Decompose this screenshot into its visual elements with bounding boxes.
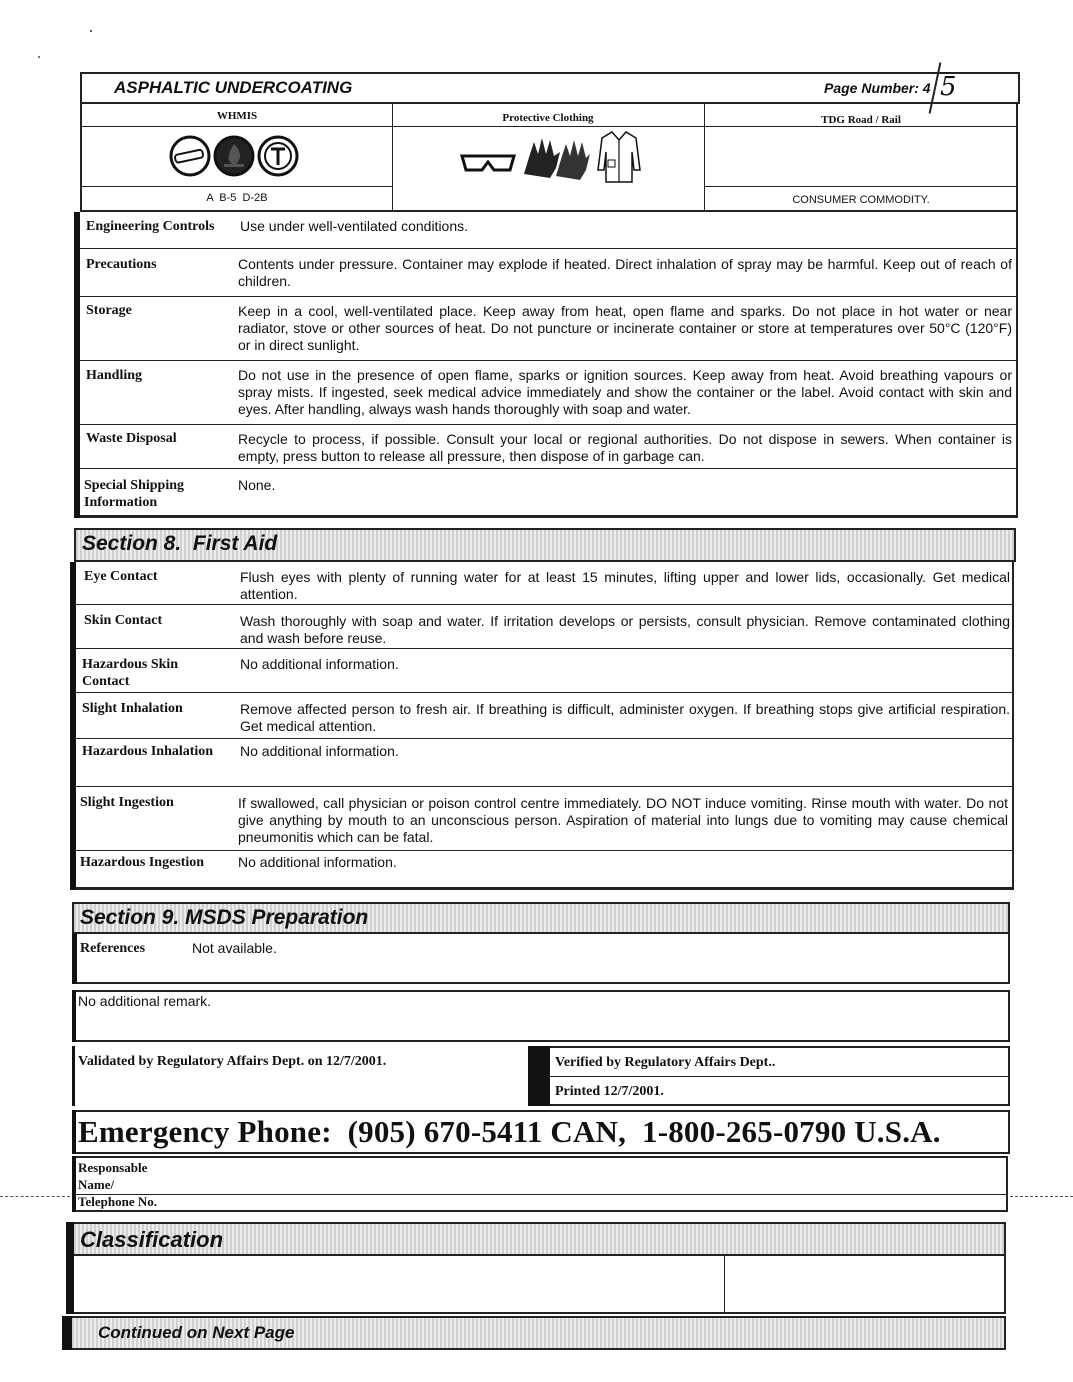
responsible-box [72, 1156, 1008, 1212]
hazardous-skin-contact-text: No additional information. [240, 656, 399, 672]
emergency-phone: Emergency Phone: (905) 670-5411 CAN, 1-800-265-0790 U.S.A. [78, 1114, 941, 1149]
responsible-label-1: Responsable [78, 1160, 148, 1175]
hazardous-ingestion-text: No additional information. [238, 854, 397, 870]
responsible-label-3: Telephone No. [78, 1194, 157, 1209]
special-shipping-text: None. [238, 477, 276, 493]
product-name: ASPHALTIC UNDERCOATING [114, 78, 353, 97]
hazardous-inhalation-label: Hazardous Inhalation [82, 744, 214, 759]
handling-label: Handling [86, 368, 143, 383]
references-value: Not available. [192, 940, 277, 956]
slight-ingestion-text: If swallowed, call physician or poison control centre immediately. DO NOT induce vomiting. Rinse mouth with water. Do not give anything by mouth to an unconscious person. Aspiration of material into lungs due to vomiting may cause chemical pneumonitis which can be fatal. [238, 795, 1008, 845]
continued-footer [66, 1316, 1006, 1350]
responsible-label-2: Name/ [78, 1177, 115, 1192]
storage-text: Keep in a cool, well-ventilated place. Keep away from heat, open flame and sparks. Do not place in hot water or near radiator, stove or other sources of heat. Do not puncture or incinerate container or store at temperatures over 50°C (120°F) or in direct sunlight. [238, 303, 1012, 353]
remark-box [72, 990, 1010, 1042]
references-label: References [80, 941, 146, 956]
section9-header [72, 902, 1010, 934]
gas-cylinder-icon [168, 134, 212, 178]
remark-text: No additional remark. [78, 993, 212, 1009]
section8-left-bar [70, 562, 76, 890]
whmis-classes: A B-5 D-2B [206, 192, 268, 204]
header-box [80, 72, 1020, 104]
precautions-label: Precautions [86, 257, 157, 272]
skin-contact-label: Skin Contact [84, 613, 163, 628]
tdg-title: TDG Road / Rail [821, 114, 901, 126]
hazardous-skin-contact-label: Hazardous Skin Contact [82, 657, 179, 689]
engineering-controls-label: Engineering Controls [86, 219, 215, 234]
hazardous-ingestion-label: Hazardous Ingestion [80, 855, 205, 870]
scan-speck [90, 30, 92, 32]
handwritten-page-total: 5 [940, 72, 957, 102]
tdg-class: CONSUMER COMMODITY. [792, 194, 930, 206]
toxic-t-icon [256, 134, 300, 178]
gloves-icon [520, 134, 592, 184]
section9-title: Section 9. MSDS Preparation [80, 906, 369, 929]
slight-ingestion-label: Slight Ingestion [80, 795, 174, 810]
eye-contact-text: Flush eyes with plenty of running water for at least 15 minutes, lifting upper and lower lids, occasionally. Get medical attention. [240, 569, 1010, 602]
hazard-table [80, 104, 1018, 212]
special-shipping-label: Special Shipping Information [84, 478, 184, 510]
whmis-title: WHMIS [216, 110, 258, 122]
safety-glasses-icon [460, 152, 516, 176]
skin-contact-text: Wash thoroughly with soap and water. If irritation develops or persists, consult physician. Remove contaminated clothing and wash before reuse. [240, 613, 1010, 646]
classification-title: Classification [80, 1227, 224, 1252]
slight-inhalation-label: Slight Inhalation [82, 701, 183, 716]
verified-text: Verified by Regulatory Affairs Dept.. [555, 1055, 776, 1070]
waste-disposal-label: Waste Disposal [86, 431, 177, 446]
printed-text: Printed 12/7/2001. [555, 1084, 664, 1099]
section8-header [74, 528, 1016, 562]
validated-text: Validated by Regulatory Affairs Dept. on 12/7/2001. [78, 1054, 387, 1069]
flammable-circle-icon [212, 134, 256, 178]
hazardous-inhalation-text: No additional information. [240, 743, 399, 759]
continued-text: Continued on Next Page [98, 1323, 295, 1342]
classification-box [72, 1256, 1006, 1314]
section7-left-bar [74, 212, 80, 518]
handling-text: Do not use in the presence of open flame, sparks or ignition sources. Keep away from heat. Avoid breathing vapours or spray mists. If ingested, seek medical advice immediately and show the container or the label. Avoid contact with skin and eyes. After handling, always wash hands thoroughly with soap and water. [238, 367, 1012, 417]
precautions-text: Contents under pressure. Container may explode if heated. Direct inhalation of spray may be harmful. Keep out of reach of children. [238, 256, 1012, 289]
storage-label: Storage [86, 303, 132, 318]
slight-inhalation-text: Remove affected person to fresh air. If breathing is difficult, administer oxygen. If breathing stops give artificial respiration. Get medical attention. [240, 701, 1010, 734]
classification-header [72, 1222, 1006, 1256]
engineering-controls-text: Use under well-ventilated conditions. [240, 218, 469, 234]
section8-title: Section 8. First Aid [82, 532, 278, 555]
page-number: Page Number: 4 [824, 80, 931, 96]
protective-title: Protective Clothing [502, 112, 594, 124]
scan-line [0, 1196, 70, 1197]
waste-disposal-text: Recycle to process, if possible. Consult your local or regional authorities. Do not dispose in sewers. When container is empty, press button to release all pressure, then dispose of in garbage can. [238, 431, 1012, 464]
eye-contact-label: Eye Contact [84, 569, 158, 584]
lab-coat-icon [596, 130, 642, 184]
